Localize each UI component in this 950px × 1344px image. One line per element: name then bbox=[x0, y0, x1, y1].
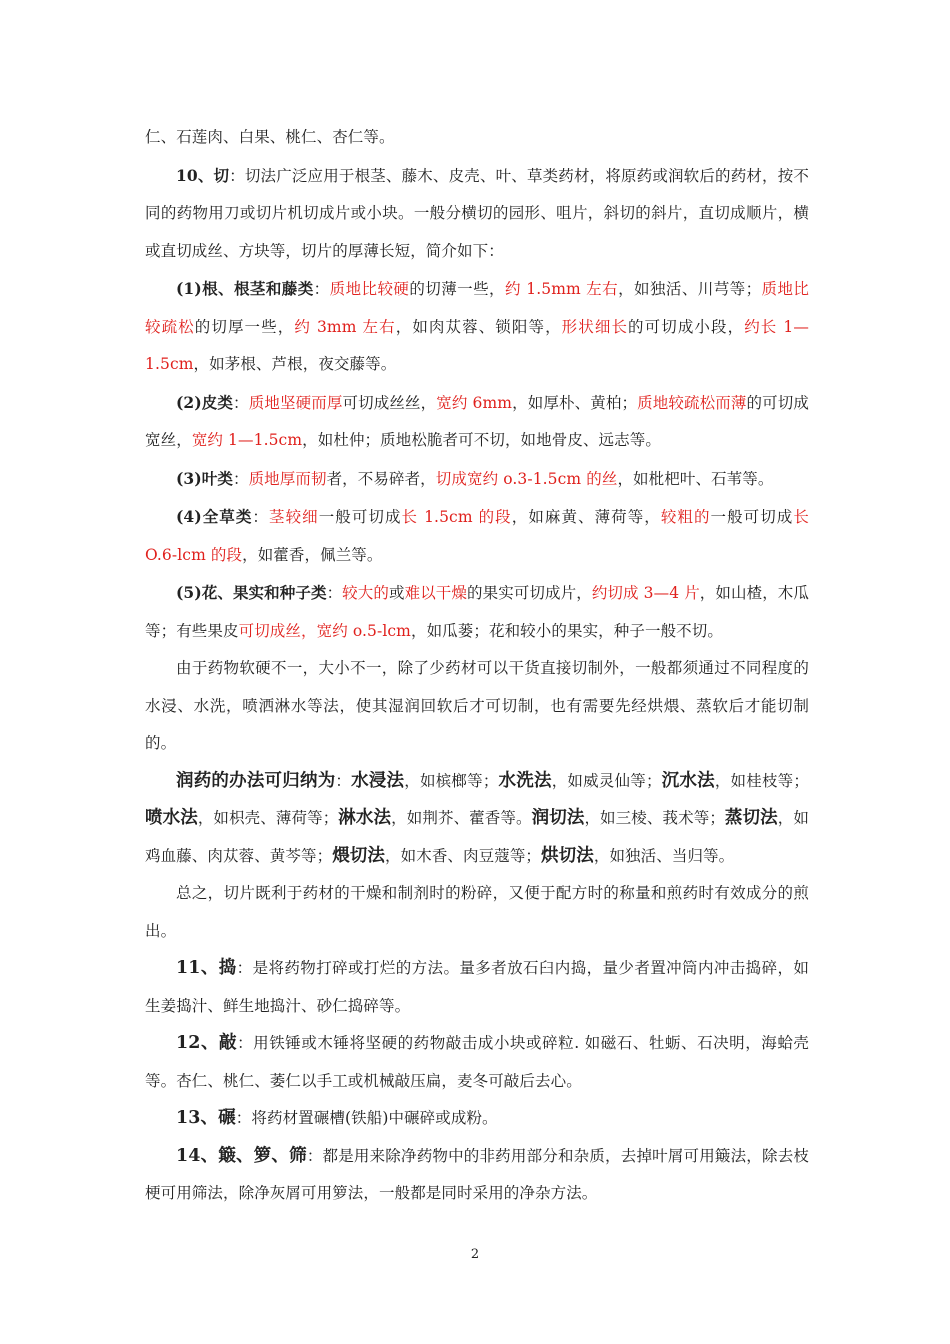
text-segment: ，如山楂，木瓜等；有些果皮 bbox=[145, 584, 809, 640]
text-segment: ：切法广泛应用于根茎、藤木、皮壳、叶、草类药材，将原药或润软后的药材，按不同的药物用刀或切片机切成片或小块。一般分横切的园形、咀片，斜切的斜片，直切成顺片，横或直切成丝、方块等，切片的厚薄长短，简介如下： bbox=[145, 166, 809, 260]
text-segment: ，如桂枝等； bbox=[714, 771, 809, 790]
text-segment: ： bbox=[232, 469, 249, 488]
text-segment: ，如麻黄、薄荷等， bbox=[511, 508, 661, 526]
bold-term: 水浸法 bbox=[351, 770, 405, 791]
highlighted-text: 形状细长 bbox=[561, 317, 629, 336]
text-segment: ，如独活、川芎等； bbox=[618, 280, 762, 298]
paragraph bbox=[145, 1100, 809, 1138]
paragraph bbox=[145, 574, 809, 650]
paragraph bbox=[145, 763, 809, 876]
text-segment: 总之，切片既利于药材的干燥和制剂时的粉碎，又便于配方时的称量和煎药时有效成分的煎出。 bbox=[145, 884, 809, 940]
text-segment: 一般可切成 bbox=[710, 508, 794, 526]
highlighted-text: 宽约 6mm bbox=[436, 393, 513, 412]
bold-term: 12、敲 bbox=[176, 1033, 238, 1053]
highlighted-text: 质地比较疏松 bbox=[145, 280, 809, 336]
text-segment: ： bbox=[335, 771, 352, 790]
highlighted-text: 长 1.5cm 的段 bbox=[401, 508, 512, 526]
paragraph bbox=[145, 270, 809, 384]
highlighted-text: 宽约 1—1.5cm bbox=[191, 431, 303, 449]
document-body bbox=[145, 119, 809, 1213]
highlighted-text: 较粗的 bbox=[660, 508, 711, 526]
text-segment: ，如枇杷叶、石苇等。 bbox=[617, 469, 774, 488]
text-segment: ，如茅根、芦根，夜交藤等。 bbox=[193, 355, 397, 373]
bold-heading: (1)根、根茎和藤类 bbox=[176, 279, 314, 298]
text-segment: ，如荆芥、藿香等。 bbox=[391, 809, 532, 827]
bold-term: 喷水法 bbox=[145, 808, 198, 828]
paragraph bbox=[145, 1138, 809, 1213]
highlighted-text: 质地比较硬 bbox=[329, 280, 410, 298]
highlighted-text: 质地厚而韧 bbox=[248, 469, 327, 488]
text-segment: ：用铁锤或木锤将坚硬的药物敲击成小块或碎粒. 如磁石、牡蛎、石决明，海蛤壳等。杏仁、桃仁、萎仁以手工或机械敲压扁，麦冬可敲后去心。 bbox=[145, 1034, 809, 1090]
text-segment: 由于药物软硬不一，大小不一，除了少药材可以干货直接切制外，一般都须通过不同程度的水浸、水洗，喷洒淋水等法，使其湿润回软后才可切制，也有需要先经烘煨、蒸软后才能切制的。 bbox=[145, 659, 809, 752]
text-segment: 可切成丝丝， bbox=[342, 393, 437, 412]
paragraph bbox=[145, 498, 809, 574]
bold-term: 11、捣 bbox=[176, 958, 237, 978]
highlighted-text: 切成宽约 o.3-1.5cm 的丝 bbox=[435, 469, 618, 488]
text-segment: 者，不易碎者， bbox=[326, 469, 436, 488]
text-segment: 一般可切成 bbox=[318, 508, 402, 526]
text-segment: ，如藿香，佩兰等。 bbox=[242, 545, 383, 564]
text-segment: ： bbox=[252, 508, 269, 526]
bold-term: 煨切法 bbox=[332, 845, 386, 866]
text-segment: ： bbox=[233, 393, 249, 412]
text-segment: ：将药材置碾槽(铁船)中碾碎或成粉。 bbox=[235, 1109, 498, 1127]
bold-heading: (3)叶类 bbox=[176, 468, 233, 488]
text-segment: ：都是用来除净药物中的非药用部分和杂质，去掉叶屑可用簸法，除去枝梗可用筛法，除净灰屑可用箩法，一般都是同时采用的净杂方法。 bbox=[145, 1146, 810, 1202]
text-segment: 的可切成小段， bbox=[628, 317, 745, 336]
bold-term: 润药的办法可归纳为 bbox=[176, 770, 336, 791]
text-segment: ，如肉苁蓉、锁阳等， bbox=[395, 317, 562, 336]
text-segment: ，如威灵仙等； bbox=[551, 771, 662, 790]
text-segment: 仁、石莲肉、白果、桃仁、杏仁等。 bbox=[145, 128, 395, 146]
highlighted-text: 约 3mm 左右 bbox=[294, 317, 396, 336]
text-segment: ，如枳壳、薄荷等； bbox=[197, 809, 339, 827]
text-segment: 的切薄一些， bbox=[409, 280, 505, 298]
text-segment: ，如厚朴、黄柏； bbox=[512, 393, 638, 412]
highlighted-text: 较大的 bbox=[342, 584, 389, 602]
bold-term: 14、簸、箩、筛 bbox=[176, 1145, 307, 1166]
highlighted-text: 质地坚硬而厚 bbox=[248, 393, 343, 412]
text-segment: ，如瓜蒌；花和较小的果实，种子一般不切。 bbox=[410, 621, 723, 640]
text-segment: ，如三棱、莪术等； bbox=[584, 809, 725, 827]
text-segment: ：是将药物打碎或打烂的方法。量多者放石臼内捣，量少者置冲筒内冲击捣碎，如生姜捣汁、鲜生地捣汁、砂仁捣碎等。 bbox=[145, 959, 809, 1015]
paragraph bbox=[145, 1025, 809, 1100]
text-segment: 或 bbox=[388, 584, 405, 602]
bold-term: 淋水法 bbox=[338, 808, 392, 828]
text-segment: 的切厚一些， bbox=[194, 317, 295, 336]
text-segment: ： bbox=[313, 280, 330, 298]
text-segment: ，如鸡血藤、肉苁蓉、黄芩等； bbox=[145, 809, 809, 865]
paragraph bbox=[145, 650, 809, 763]
bold-heading: (4)全草类 bbox=[176, 507, 253, 526]
highlighted-text: 可切成丝，宽约 o.5-lcm bbox=[238, 621, 411, 640]
text-segment: ： bbox=[326, 584, 343, 602]
bold-term: 润切法 bbox=[531, 808, 585, 828]
bold-term: 沉水法 bbox=[661, 770, 715, 791]
paragraph bbox=[145, 460, 809, 499]
highlighted-text: 约 1.5mm 左右 bbox=[504, 280, 619, 298]
page-number: 2 bbox=[470, 1247, 480, 1262]
highlighted-text: 质地较疏松而薄 bbox=[637, 393, 747, 412]
paragraph bbox=[145, 157, 809, 271]
highlighted-text: 长 O.6-lcm 的段 bbox=[145, 508, 809, 564]
paragraph bbox=[145, 875, 809, 950]
highlighted-text: 约长 1—1.5cm bbox=[145, 317, 809, 373]
paragraph bbox=[145, 950, 809, 1025]
paragraph bbox=[145, 384, 809, 460]
text-segment: 的果实可切成片， bbox=[467, 584, 592, 602]
text-segment: ，如槟榔等； bbox=[404, 771, 499, 790]
bold-heading: (2)皮类 bbox=[176, 392, 234, 412]
bold-heading: (5)花、果实和种子类 bbox=[176, 583, 327, 602]
bold-term: 水洗法 bbox=[498, 770, 552, 791]
bold-term: 蒸切法 bbox=[724, 808, 778, 828]
highlighted-text: 难以干燥 bbox=[404, 584, 467, 602]
bold-term: 烘切法 bbox=[541, 845, 594, 866]
highlighted-text: 茎较细 bbox=[269, 508, 319, 526]
text-segment: 的可切成宽丝， bbox=[145, 393, 810, 449]
text-segment: ，如木香、肉豆蔻等； bbox=[385, 846, 542, 865]
text-segment: ，如独活、当归等。 bbox=[593, 846, 735, 865]
paragraph bbox=[145, 119, 809, 157]
highlighted-text: 约切成 3—4 片 bbox=[591, 584, 700, 602]
text-segment: ，如杜仲；质地松脆者可不切，如地骨皮、远志等。 bbox=[302, 431, 661, 449]
bold-heading: 10、切 bbox=[176, 165, 230, 185]
bold-term: 13、碾 bbox=[176, 1108, 236, 1128]
